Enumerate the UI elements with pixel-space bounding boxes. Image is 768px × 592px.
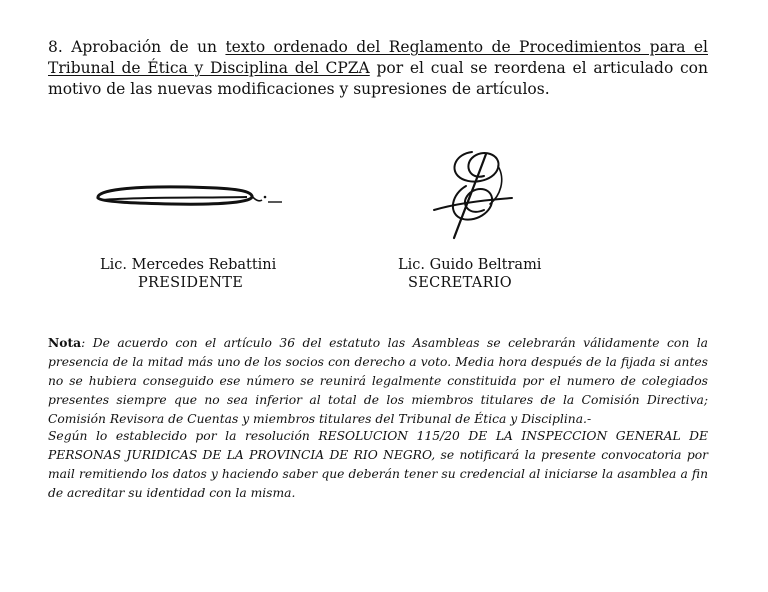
item8-prefix: 8. Aprobación de un: [48, 38, 226, 56]
signer-name-secretario: Lic. Guido Beltrami: [398, 257, 542, 273]
signer-name-presidente: Lic. Mercedes Rebattini: [100, 257, 277, 273]
agenda-item-8: [48, 37, 708, 100]
note-text: : De acuerdo con el artículo 36 del estatuto las Asambleas se celebrarán válidamente con la presencia de la mitad más uno de los socios con derecho a voto. Media hora después de la fijada si antes no se hubiera conseguido ese número se reunirá legalmente constituida por el numero de colegiados presentes siempre que no sea inferior al total de los miembros titulares de la Comisión Directiva; Comisión Revisora de Cuentas y miembros titulares del Tribunal de Ética y Disciplina.-: [48, 336, 708, 426]
signer-role-secretario: SECRETARIO: [408, 275, 512, 291]
signature-secretario: [428, 146, 518, 246]
note-quorum: [48, 333, 708, 429]
item8-suffix: por el cual se reordena el articulado con motivo de las nuevas modificaciones y supresiones de artículos.: [48, 59, 709, 98]
note-label: Nota: [48, 335, 82, 350]
signer-role-presidente: PRESIDENTE: [138, 275, 244, 291]
signature-presidente: [92, 176, 287, 216]
item8-underlined-text: texto ordenado del Reglamento de Procedimientos para el Tribunal de Ética y Disciplina del CPZA: [48, 38, 708, 77]
note-resolution: Según lo establecido por la resolución RESOLUCION 115/20 DE LA INSPECCION GENERAL DE PERSONAS JURIDICAS DE LA PROVINCIA DE RIO NEGRO, se notificará la presente convocatoria por mail remitiendo los datos y haciendo saber que deberán tener su credencial al iniciarse la asamblea a fin de acreditar su identidad con la misma.: [48, 429, 708, 500]
